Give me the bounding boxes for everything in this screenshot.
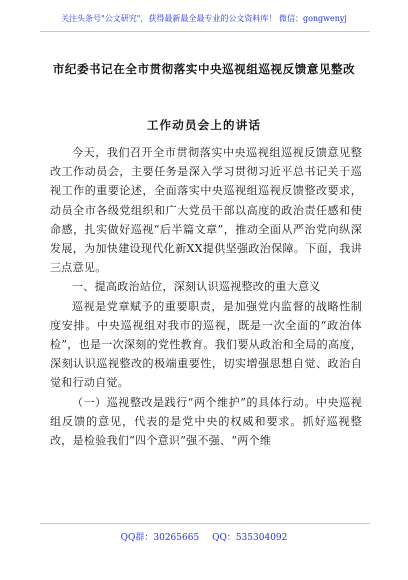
section-heading: 一、提高政治站位，深刻认识巡视整改的重大意义 (72, 280, 321, 294)
document-subtitle: 工作动员会上的讲话 (146, 118, 262, 132)
document-title: 市纪委书记在全市贯彻落实中央巡视组巡视反馈意见整改 (52, 62, 356, 76)
footer-qq-group: QQ群：30265665 (120, 533, 200, 543)
body-paragraph: 巡视是党章赋予的重要职责，是加强党内监督的战略性制度安排。中央巡视组对我市的巡视，既是一次全面的“政治体检”，也是一次深刻的党性教育。我们要从政治和全局的高度，深刻认识巡视整改的极端重要性，切实增强思想自觉、政治自觉和行动自觉。 (50, 299, 362, 390)
footer-qq: QQ：535304092 (212, 533, 288, 543)
footer-contact (0, 530, 408, 543)
header-banner: 关注头条号"公文研究"，获得最新最全最专业的公文资料库！ 微信：gongwenyj (61, 14, 347, 23)
header-divider (40, 31, 370, 32)
intro-paragraph: 今天，我们召开全市贯彻落实中央巡视组巡视反馈意见整改工作动员会，主要任务是深入学习贯彻习近平总书记关于巡视工作的重要论述，全面落实中央巡视组巡视反馈整改要求，动员全市各级党组织和广大党员干部以高度的政治责任感和使命感，扎实做好巡视“后半篇文章”，推动全面从严治党向纵深发展，为加快建设现代化新XX提供坚强政治保障。下面，我讲三点意见。 (50, 146, 362, 275)
footer-divider (40, 523, 370, 524)
body-paragraph: （一）巡视整改是践行“两个维护”的具体行动。中央巡视组反馈的意见，代表的是党中央的权威和要求。抓好巡视整改，是检验我们“四个意识”强不强、“两个维 (50, 395, 362, 448)
document-body (50, 143, 362, 450)
